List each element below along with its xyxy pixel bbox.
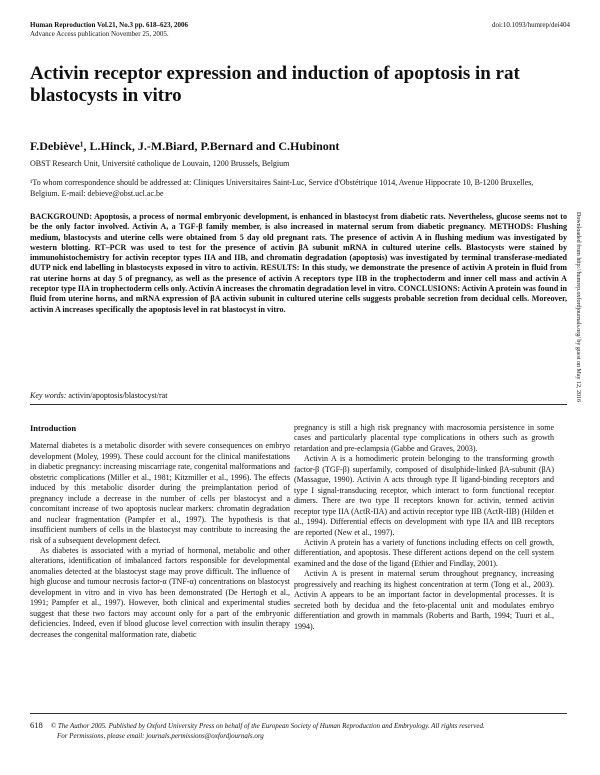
keywords-value: activin/apoptosis/blastocyst/rat [68, 391, 168, 400]
page-footer [30, 720, 570, 741]
left-paragraph-1: Maternal diabetes is a metabolic disorder with severe consequences on embryo development (Moley, 1999). These could account for the clinical manifestations in diabetic pregnancy: increasing miscarriage rate, congenital malformations and obstetric complications (Miller et al., 1981; Kitzmiller et al., 1996). The effects induced by this metabolic disorder during the preimplantation period of pregnancy include a decrease in the number of cells per blastocyst and a concomitant increase of two apoptosis nuclear markers: chromatin degradation and nuclear fragmentation (Pampfer et al., 1997). The hypothesis is that insufficient numbers of cells in the blastocyst may contribute to increasing the risk of a subsequent development defect. [30, 441, 290, 545]
page-number: 618 [30, 720, 43, 730]
permissions-notice[interactable]: For Permissions, please email: journals.permissions@oxfordjournals.org [57, 732, 264, 740]
left-column [30, 423, 290, 640]
advance-access-line: Advance Access publication November 25, 2005. [30, 30, 169, 38]
journal-line: Human Reproduction Vol.21, No.3 pp. 618–623, 2006 [30, 21, 188, 29]
correspondence-note: ¹To whom correspondence should be addressed at: Cliniques Universitaires Saint-Luc, Service d'Obstétrique 1014, Avenue Hippocrate 10, B-1200 Bruxelles, Belgium. E-mail: debieve@obst.ucl.ac.be [30, 178, 534, 198]
intro-heading: Introduction [30, 423, 77, 433]
article-title: Activin receptor expression and induction of apoptosis in rat blastocysts in vitro [30, 63, 520, 106]
left-paragraph-2: As diabetes is associated with a myriad of hormonal, metabolic and other alterations, identification of imbalanced factors responsible for developmental anomalies detected at the blastocyst stage may prove difficult. The influence of high glucose and tumour necrosis factor-α (TNF-α) concentrations on blastocyst development in vitro and in vivo has been demonstrated (De Hertogh et al., 1991; Pampfer et al., 1997). However, both clinical and experimental studies suggest that these two factors may account only for a part of the embryonic deficiencies. Indeed, even if blood glucose level correction with insulin therapy decreases the congenital malformation rate, diabetic [30, 545, 290, 639]
download-sidebar [572, 212, 582, 672]
right-paragraph-3: Activin A protein has a variety of functions including effects on cell growth, differentiation, and apoptosis. These different actions depend on the cell system examined and the dose of the ligand (Ethier and Findlay, 2001). [294, 537, 554, 568]
keywords [30, 391, 167, 400]
right-paragraph-4: Activin A is present in maternal serum throughout pregnancy, increasing progressively and reaching its highest concentration at term (Tong et al., 2003). Activin A appears to be an important factor in developmental processes. It is secreted both by decidua and the feto-placental unit and modulates embryo differentiation and growth in mammals (Roberts and Barth, 1994; Tuuri et al., 1994). [294, 569, 554, 631]
journal-header [30, 21, 188, 39]
abstract: BACKGROUND: Apoptosis, a process of normal embryonic development, is enhanced in blastocyst from diabetic rats. Nevertheless, glucose seems not to be the only factor involved. Activin A, a TGF-β family member, is also increased in maternal serum from diabetic pregnancy. METHODS: Flushing medium, blastocysts and uterine cells were obtained from 5 day old pregnant rats. The presence of activin A in flushing medium was investigated by western blotting. RT–PCR was used to test for the presence of activin βA subunit mRNA in cultured uterine cells. Blastocysts were stained by immunohistochemistry for activin receptor types IIA and IIB, and chromatin degradation (apoptosis) was investigated by terminal transferase-mediated dUTP nick end labelling in blastocysts exposed in vitro to activin. RESULTS: In this study, we demonstrate the presence of activin A protein in fluid from rat uterine horns at day 5 of pregnancy, as well as the presence of activin A receptors type IIB in the trophectoderm and inner cell mass and activin A receptor type IIA in trophectoderm cells only. Activin A increases the chromatin degradation level in vitro. CONCLUSIONS: Activin A protein was found in fluid from uterine horns, and mRNA expression of βA activin subunit in cultured uterine cells suggests probable secretion from decidual cells. Moreover, activin A increases specifically the apoptosis level in rat blastocyst in vitro. [30, 212, 567, 314]
download-note[interactable]: Downloaded from http://humrep.oxfordjournals.org/ by guest on May 12, 2016 [575, 212, 581, 403]
keywords-label: Key words: [30, 391, 67, 400]
affiliation: OBST Research Unit, Université catholique de Louvain, 1200 Brussels, Belgium [30, 159, 290, 168]
copyright-notice: © The Author 2005. Published by Oxford University Press on behalf of the European Society of Human Reproduction and Embryology. All rights reserved. [50, 722, 485, 730]
abstract-divider [30, 404, 567, 405]
footer-divider [30, 713, 567, 714]
right-column [294, 423, 554, 632]
author-list: F.Debiève¹, L.Hinck, J.-M.Biard, P.Bernard and C.Hubinont [30, 139, 340, 153]
doi-link[interactable]: doi:10.1093/humrep/dei404 [492, 21, 570, 29]
right-paragraph-1: pregnancy is still a high risk pregnancy with macrosomia persistence in some cases and particularly placental type complications in others such as growth retardation and pre-eclampsia (Gabbe and Graves, 2003). [294, 423, 554, 453]
right-paragraph-2: Activin A is a homodimeric protein belonging to the transforming growth factor-β (TGF-β) superfamily, composed of disulphide-linked βA-subunit (βA) (Massague, 1990). Activin A acts through type II ligand-binding receptors and type I signal-transducing receptor, which interact to form functional receptor dimers. There are two type II receptors known for activin, termed activin receptor type IIA (ActR-IIA) and activin receptor type IIB (ActR-IIB) (Hilden et al., 1994). Differential effects on development with type IIA and IIB receptors are reported (New et al., 1997). [294, 454, 554, 537]
